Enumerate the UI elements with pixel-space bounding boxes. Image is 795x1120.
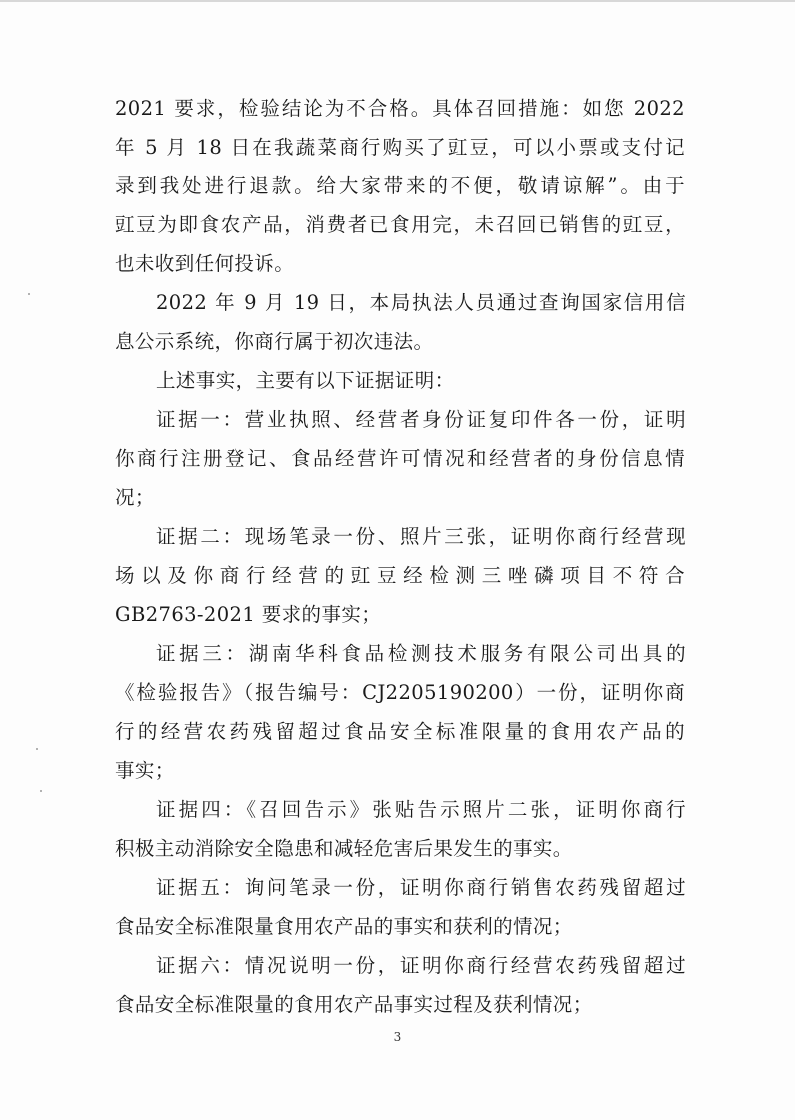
body-line: 你商行注册登记、食品经营许可情况和经营者的身份信息情 <box>115 447 685 470</box>
body-line: 息公示系统，你商行属于初次违法。 <box>115 330 434 353</box>
body-line: 证据一：营业执照、经营者身份证复印件各一份，证明 <box>156 408 686 431</box>
scan-top-edge <box>0 0 795 2</box>
body-line: 积极主动消除安全隐患和减轻危害后果发生的事实。 <box>115 837 573 860</box>
body-line: 场以及你商行经营的豇豆经检测三唑磷项目不符合 <box>115 564 685 587</box>
body-line: 2022 年 9 月 19 日，本局执法人员通过查询国家信用信 <box>156 291 686 314</box>
body-line: 也未收到任何投诉。 <box>115 252 295 275</box>
scan-speck <box>28 293 30 295</box>
body-line: 行的经营农药残留超过食品安全标准限量的食用农产品的 <box>115 720 685 743</box>
body-line: 证据四：《召回告示》张贴告示照片二张，证明你商行 <box>156 798 686 821</box>
body-line: 证据三：湖南华科食品检测技术服务有限公司出具的 <box>156 642 686 665</box>
scan-speck <box>36 748 38 750</box>
body-line: 豇豆为即食农产品，消费者已食用完，未召回已销售的豇豆， <box>115 213 685 236</box>
body-line: 食品安全标准限量的食用农产品事实过程及获利情况； <box>115 993 593 1016</box>
body-line: GB2763-2021 要求的事实； <box>115 603 382 626</box>
body-line: 况； <box>115 486 155 509</box>
body-line: 年 5 月 18 日在我蔬菜商行购买了豇豆，可以小票或支付记 <box>115 136 685 159</box>
body-line: 证据五：询问笔录一份，证明你商行销售农药残留超过 <box>156 876 686 899</box>
page-number: 3 <box>393 1030 402 1044</box>
body-line: 事实； <box>115 759 175 782</box>
body-line: 上述事实，主要有以下证据证明： <box>156 369 455 392</box>
body-line: 《检验报告》（报告编号：CJ2205190200）一份，证明你商 <box>115 681 685 704</box>
body-line: 2021 要求，检验结论为不合格。具体召回措施：如您 2022 <box>115 97 685 120</box>
scan-speck <box>40 790 42 792</box>
body-line: 证据六：情况说明一份，证明你商行经营农药残留超过 <box>156 954 686 977</box>
body-line: 证据二：现场笔录一份、照片三张，证明你商行经营现 <box>156 525 686 548</box>
body-line: 录到我处进行退款。给大家带来的不便，敬请谅解”。由于 <box>115 174 685 197</box>
body-line: 食品安全标准限量食用农产品的事实和获利的情况； <box>115 915 573 938</box>
